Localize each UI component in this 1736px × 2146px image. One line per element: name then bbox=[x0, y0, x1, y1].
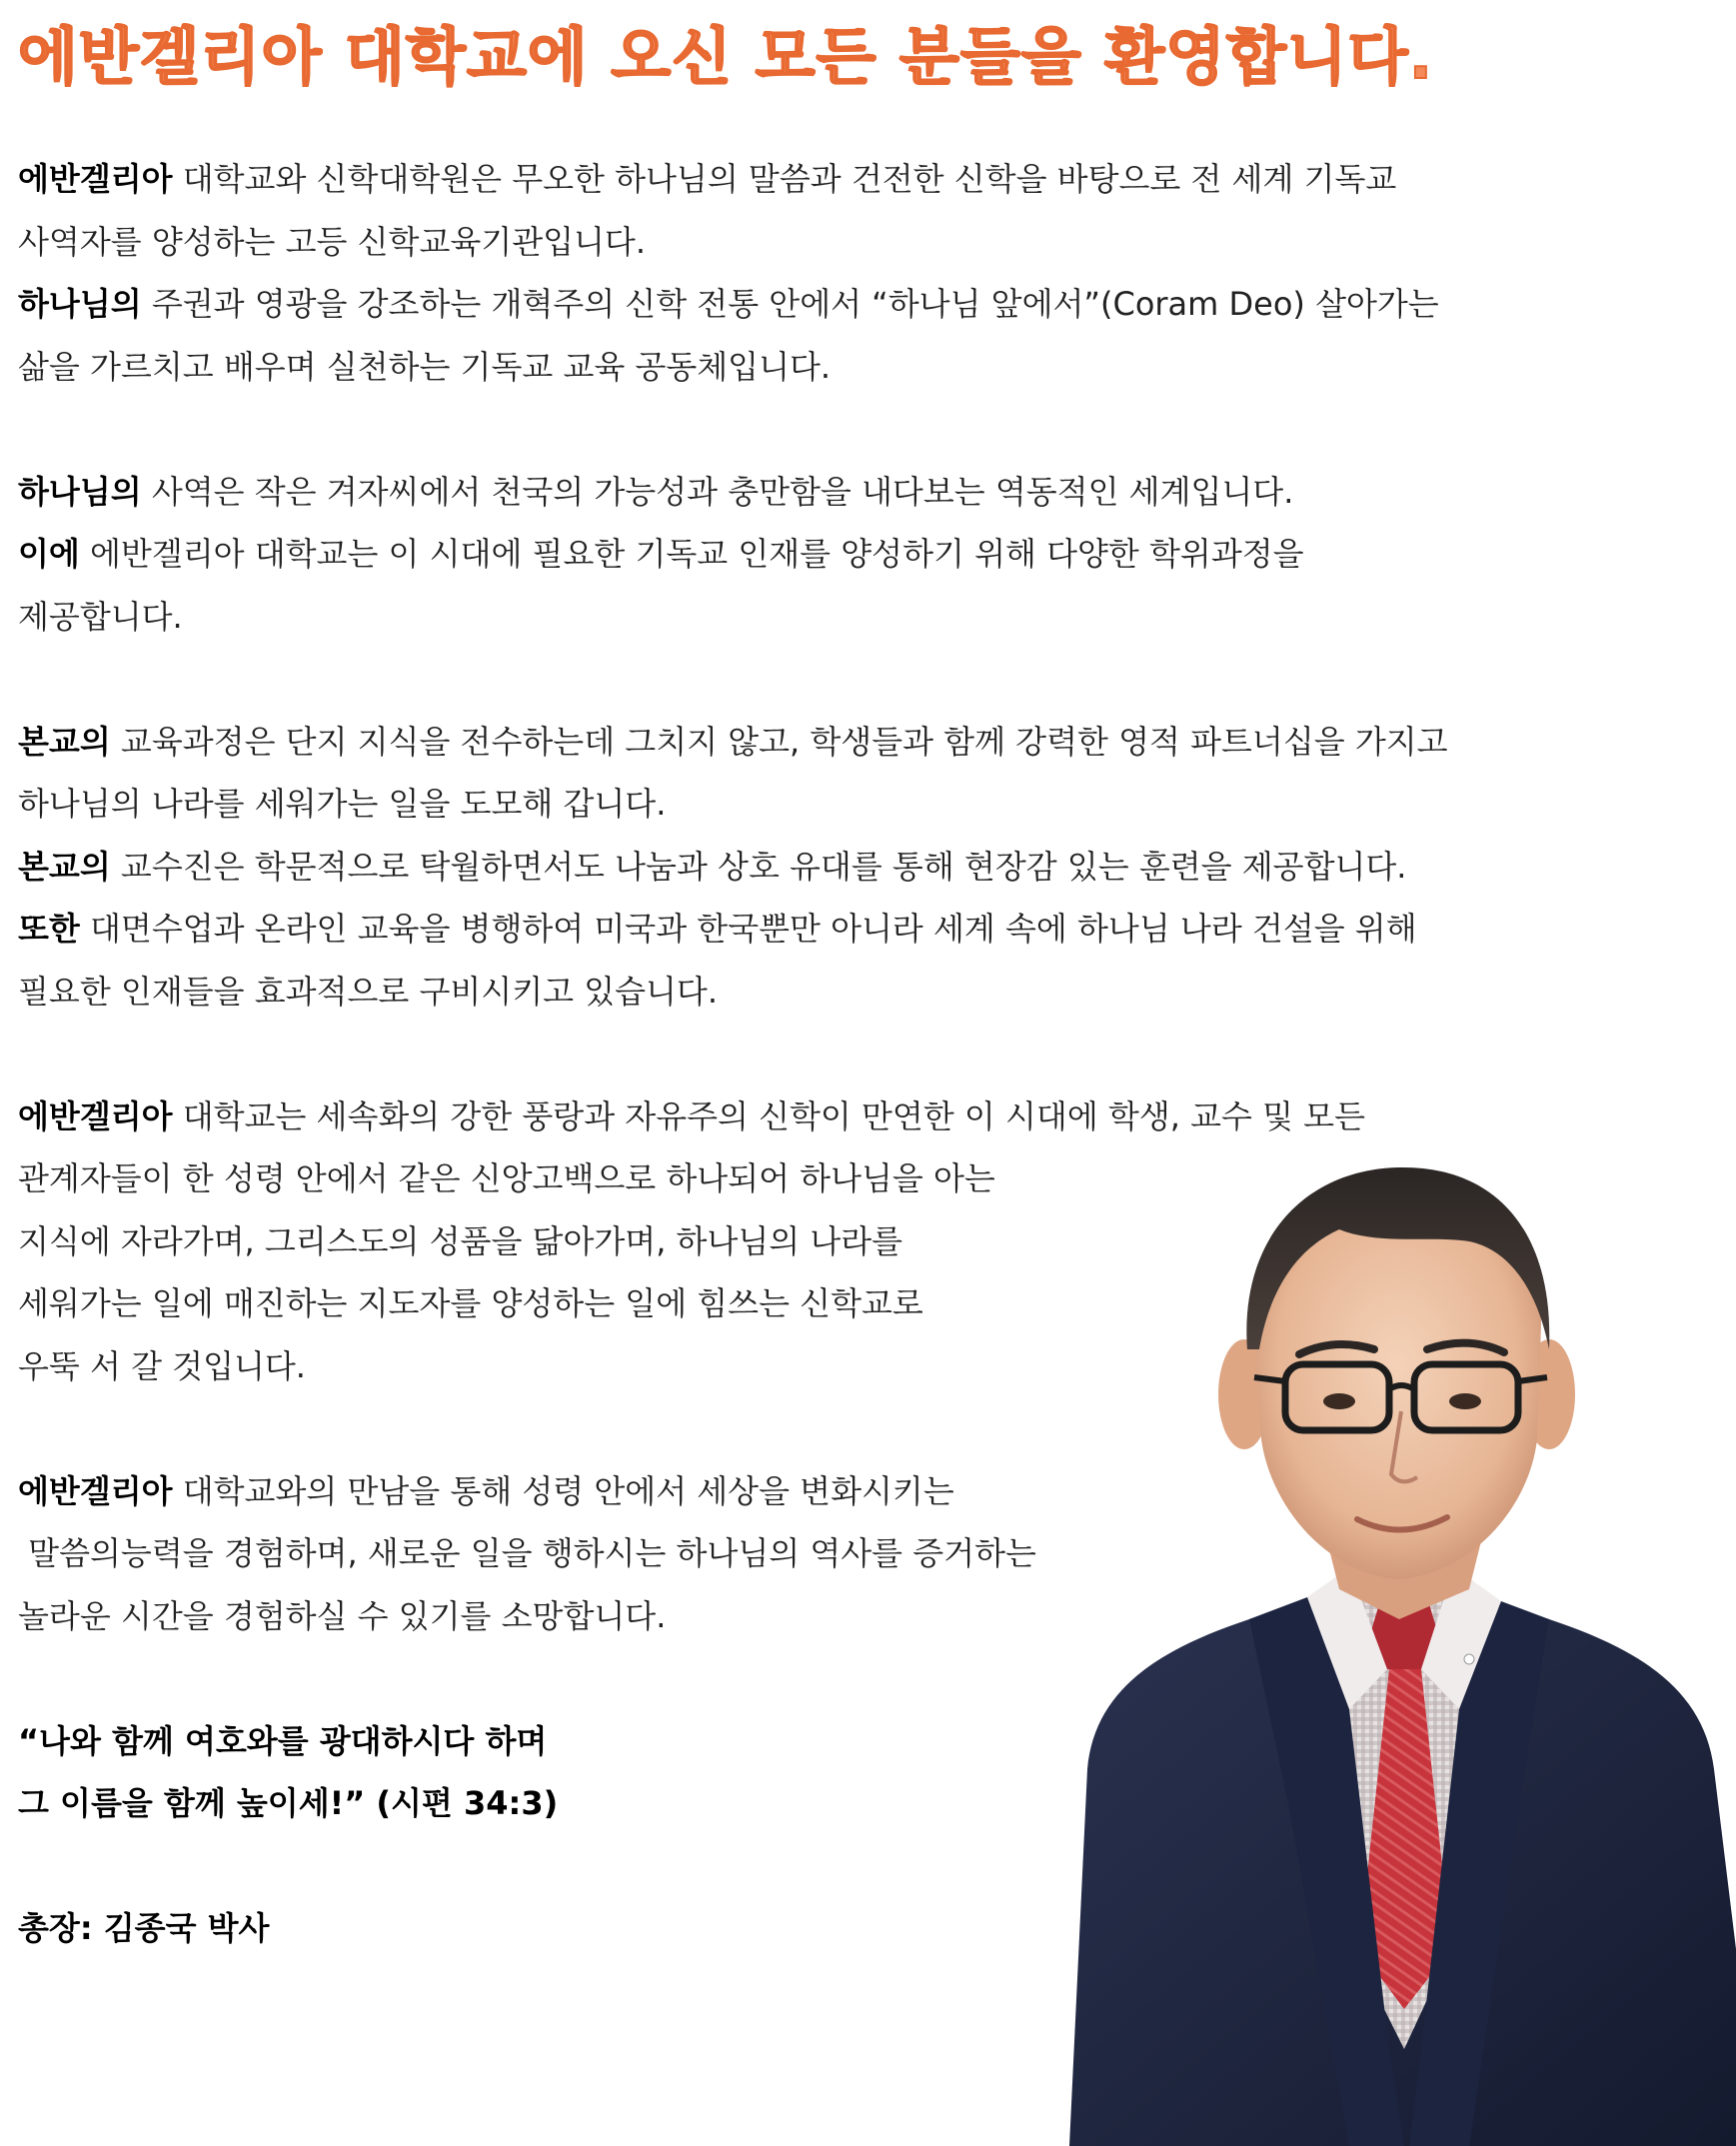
line-text: 대학교는 세속화의 강한 풍랑과 자유주의 신학이 만연한 이 시대에 학생, 교수 및 모든 bbox=[172, 1096, 1365, 1135]
paragraph-line bbox=[18, 211, 1707, 274]
paragraph-line bbox=[18, 773, 1707, 836]
paragraph-gap bbox=[18, 648, 1707, 711]
paragraph-line bbox=[18, 273, 1707, 336]
paragraph-gap bbox=[18, 398, 1707, 461]
emphasis-word: 또한 bbox=[18, 910, 80, 948]
emphasis-word: 하나님의 bbox=[18, 472, 142, 511]
paragraph-line bbox=[18, 461, 1707, 524]
page-title: 에반겔리아 대학교에 오신 모든 분들을 환영합니다. bbox=[18, 20, 1434, 93]
line-text: 세워가는 일에 매진하는 지도자를 양성하는 일에 힘쓰는 신학교로 bbox=[18, 1284, 923, 1322]
line-text: 사역자를 양성하는 고등 신학교육기관입니다. bbox=[18, 222, 647, 261]
line-text: 하나님의 나라를 세워가는 일을 도모해 갑니다. bbox=[18, 785, 667, 823]
paragraph-line bbox=[18, 148, 1707, 211]
line-text: 삶을 가르치고 배우며 실천하는 기독교 교육 공동체입니다. bbox=[18, 347, 832, 386]
emphasis-word: 에반겔리아 bbox=[18, 1471, 173, 1510]
line-text: 에반겔리아 대학교는 이 시대에 필요한 기독교 인재를 양성하기 위해 다양한 학위과정을 bbox=[79, 535, 1304, 573]
scripture-quote-line-2: 그 이름을 함께 높이세!” (시편 34:3) bbox=[18, 1784, 559, 1822]
line-text: 대면수업과 온라인 교육을 병행하여 미국과 한국뿐만 아니라 세계 속에 하나님 나라 건설을 위해 bbox=[79, 910, 1417, 948]
paragraph-line bbox=[18, 836, 1707, 899]
line-text: 대학교와 신학대학원은 무오한 하나님의 말씀과 건전한 신학을 바탕으로 전 세계 기독교 bbox=[172, 160, 1397, 198]
line-text: 주권과 영광을 강조하는 개혁주의 신학 전통 안에서 “하나님 앞에서”(Coram Deo) 살아가는 bbox=[141, 285, 1439, 323]
paragraph-line bbox=[18, 711, 1707, 774]
line-text: 대학교와의 만남을 통해 성령 안에서 세상을 변화시키는 bbox=[172, 1471, 954, 1510]
president-signature: 총장: 김종국 박사 bbox=[18, 1909, 270, 1947]
line-text: 지식에 자라가며, 그리스도의 성품을 닮아가며, 하나님의 나라를 bbox=[18, 1221, 903, 1260]
emphasis-word: 본교의 bbox=[18, 847, 111, 886]
paragraph-line bbox=[18, 961, 1707, 1024]
line-text: 필요한 인재들을 효과적으로 구비시키고 있습니다. bbox=[18, 972, 719, 1011]
line-text: 관계자들이 한 성령 안에서 같은 신앙고백으로 하나되어 하나님을 아는 bbox=[18, 1159, 995, 1197]
emphasis-word: 이에 bbox=[18, 535, 80, 573]
line-text: 교수진은 학문적으로 탁월하면서도 나눔과 상호 유대를 통해 현장감 있는 훈련을 제공합니다. bbox=[110, 847, 1407, 886]
line-text: 말씀의능력을 경험하며, 새로운 일을 행하시는 하나님의 역사를 증거하는 bbox=[18, 1534, 1036, 1572]
emphasis-word: 에반겔리아 bbox=[18, 1096, 173, 1135]
paragraph-line bbox=[18, 586, 1707, 649]
president-portrait bbox=[1049, 1149, 1736, 2146]
line-text: 놀라운 시간을 경험하실 수 있기를 소망합니다. bbox=[18, 1596, 667, 1635]
line-text: 사역은 작은 겨자씨에서 천국의 가능성과 충만함을 내다보는 역동적인 세계입니다. bbox=[141, 472, 1294, 511]
emphasis-word: 하나님의 bbox=[18, 285, 142, 323]
paragraph-line bbox=[18, 1085, 1707, 1148]
line-text: 교육과정은 단지 지식을 전수하는데 그치지 않고, 학생들과 함께 강력한 영적 파트너십을 가지고 bbox=[110, 722, 1448, 761]
emphasis-word: 본교의 bbox=[18, 722, 111, 761]
line-text: 우뚝 서 갈 것입니다. bbox=[18, 1346, 306, 1385]
paragraph-line bbox=[18, 523, 1707, 586]
line-text: 제공합니다. bbox=[18, 597, 183, 636]
emphasis-word: 에반겔리아 bbox=[18, 160, 173, 198]
paragraph-line bbox=[18, 898, 1707, 961]
paragraph-line bbox=[18, 336, 1707, 399]
scripture-quote-line-1: “나와 함께 여호와를 광대하시다 하며 bbox=[18, 1721, 548, 1760]
paragraph-gap bbox=[18, 1023, 1707, 1085]
